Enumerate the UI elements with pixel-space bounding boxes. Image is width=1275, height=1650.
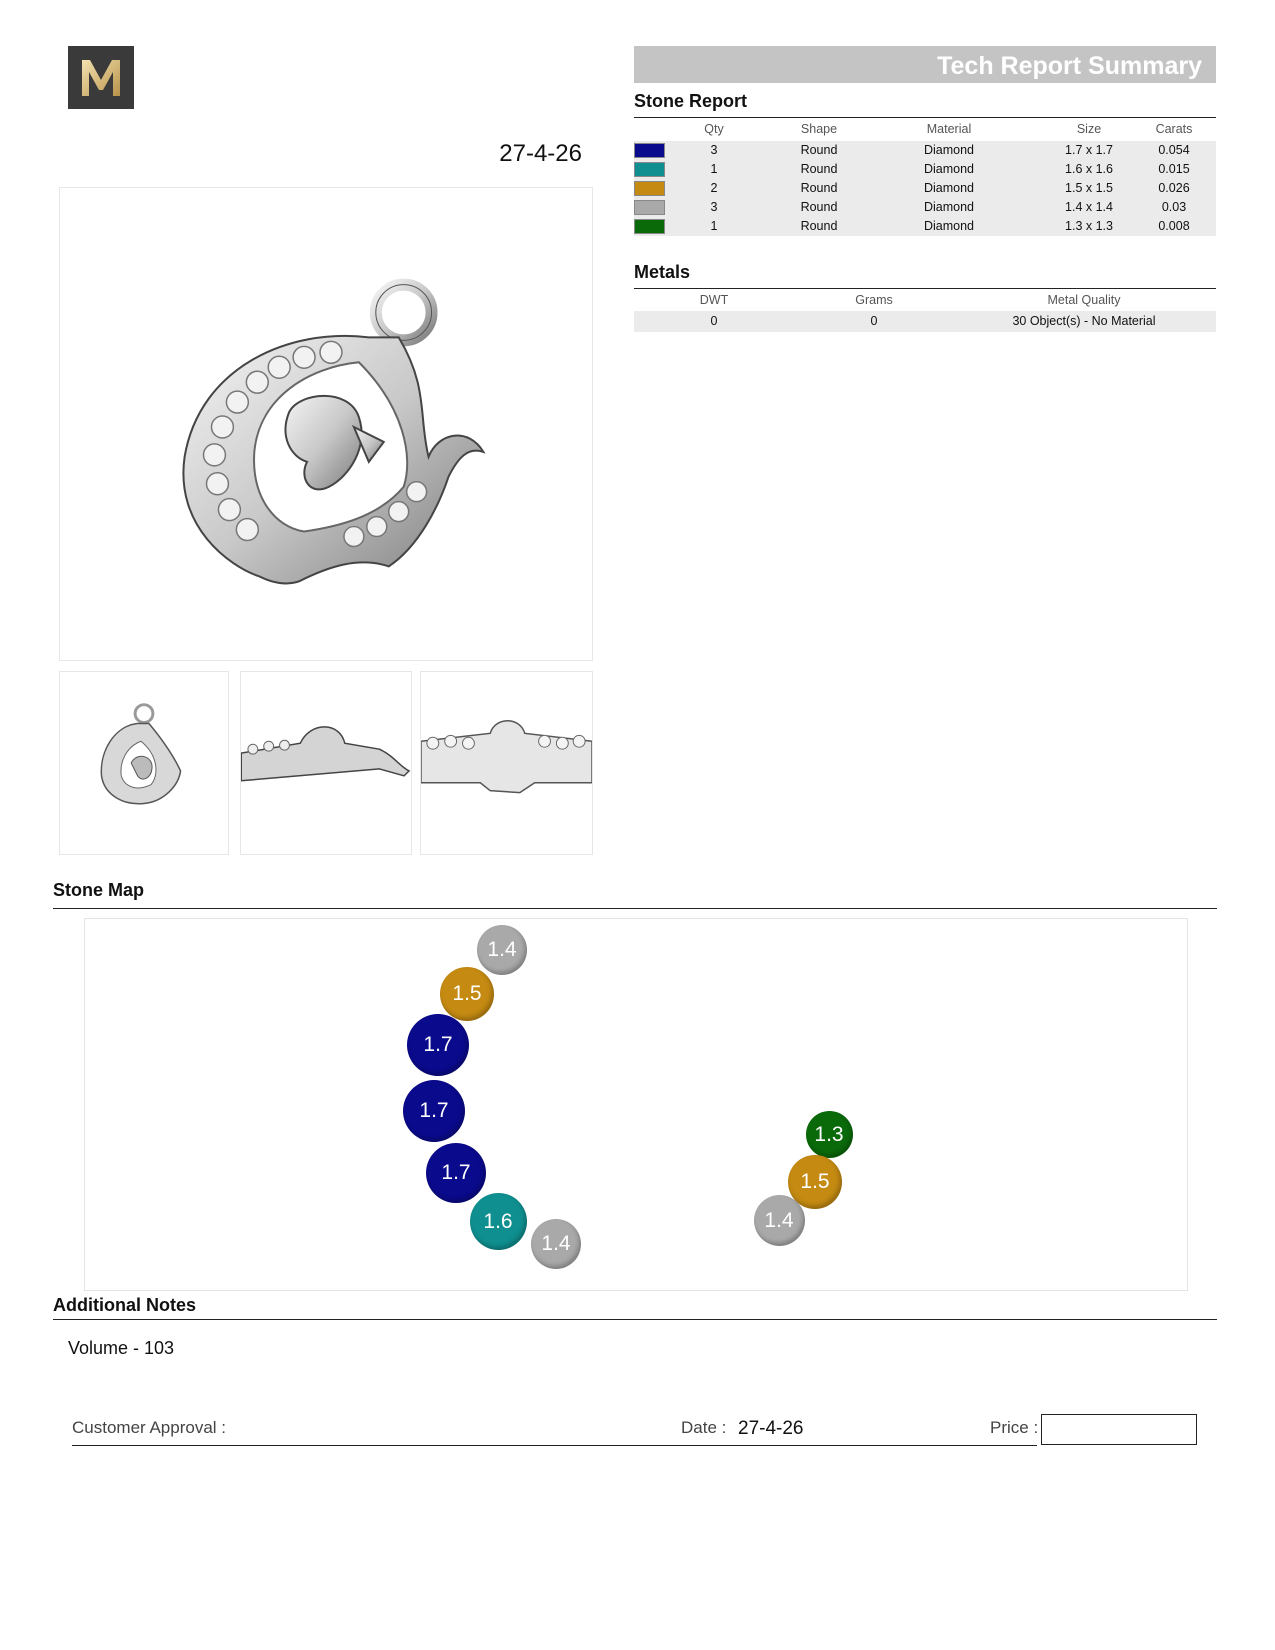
- stone-marker: 1.7: [426, 1143, 486, 1203]
- company-logo: [68, 46, 134, 109]
- stone-shape: Round: [800, 200, 838, 214]
- stone-marker: 1.4: [477, 925, 527, 975]
- price-field[interactable]: [1041, 1414, 1197, 1445]
- stone-table-row: [634, 217, 1216, 236]
- metals-title: Metals: [634, 262, 691, 282]
- stone-shape: Round: [800, 143, 838, 157]
- stone-shape: Round: [800, 181, 838, 195]
- stone-size: 1.7 x 1.7: [1065, 143, 1113, 157]
- stone-material: Diamond: [923, 143, 975, 157]
- pendant-top-icon: [421, 672, 592, 854]
- stone-qty: 3: [710, 143, 718, 157]
- stone-report-table: [634, 120, 1216, 236]
- stone-report-title: Stone Report: [634, 91, 748, 111]
- metals-dwt: 0: [710, 314, 718, 328]
- stone-color-swatch: [634, 181, 665, 196]
- stone-table-header: [634, 120, 1216, 141]
- stone-marker: 1.7: [407, 1014, 469, 1076]
- customer-approval-line: [72, 1445, 1037, 1446]
- col-metal-quality: Metal Quality: [1047, 293, 1121, 307]
- stone-map-title: Stone Map: [53, 880, 145, 900]
- stone-qty: 3: [710, 200, 718, 214]
- stone-carats: 0.008: [1158, 219, 1190, 233]
- stone-carats: 0.03: [1161, 200, 1187, 214]
- stone-color-swatch: [634, 219, 665, 234]
- report-title: Tech Report Summary: [634, 46, 1216, 83]
- col-dwt: DWT: [699, 293, 729, 307]
- approval-date-value: 27-4-26: [738, 1418, 804, 1439]
- customer-approval-label: Customer Approval :: [72, 1418, 227, 1437]
- stone-carats: 0.054: [1158, 143, 1190, 157]
- stone-map-rule: [53, 908, 1217, 909]
- stone-size: 1.5 x 1.5: [1065, 181, 1113, 195]
- metals-grams: 0: [870, 314, 878, 328]
- pendant-thumb-front: [59, 671, 229, 855]
- stone-color-swatch: [634, 200, 665, 215]
- stone-map: [84, 918, 1188, 1291]
- pendant-thumb-side: [240, 671, 412, 855]
- stone-color-swatch: [634, 143, 665, 158]
- stone-size: 1.3 x 1.3: [1065, 219, 1113, 233]
- stone-carats: 0.026: [1158, 181, 1190, 195]
- metals-rule: [634, 288, 1216, 289]
- stone-report-rule: [634, 117, 1216, 118]
- metals-table: [634, 290, 1216, 332]
- volume-note: Volume - 103: [68, 1338, 175, 1358]
- stone-material: Diamond: [923, 200, 975, 214]
- metals-row: [634, 311, 1216, 332]
- stone-marker: 1.7: [403, 1080, 465, 1142]
- stone-marker: 1.4: [754, 1195, 805, 1246]
- stone-qty: 1: [710, 162, 718, 176]
- additional-notes-title: Additional Notes: [53, 1295, 196, 1315]
- pendant-thumb-icon: [60, 672, 228, 854]
- col-qty: Qty: [704, 122, 724, 136]
- stone-table-row: [634, 179, 1216, 198]
- stone-shape: Round: [800, 219, 838, 233]
- col-material: Material: [926, 122, 972, 136]
- stone-marker: 1.4: [531, 1219, 581, 1269]
- pendant-icon: [60, 188, 592, 660]
- stone-qty: 2: [710, 181, 718, 195]
- stone-size: 1.4 x 1.4: [1065, 200, 1113, 214]
- pendant-thumb-top: [420, 671, 593, 855]
- stone-table-row: [634, 198, 1216, 217]
- col-shape: Shape: [800, 122, 838, 136]
- stone-marker: 1.5: [440, 967, 494, 1021]
- col-grams: Grams: [855, 293, 893, 307]
- stone-carats: 0.015: [1158, 162, 1190, 176]
- price-label: Price :: [990, 1418, 1039, 1437]
- pendant-render-front: [59, 187, 593, 661]
- stone-material: Diamond: [923, 181, 975, 195]
- col-size: Size: [1076, 122, 1102, 136]
- stone-table-row: [634, 141, 1216, 160]
- stone-shape: Round: [800, 162, 838, 176]
- stone-color-swatch: [634, 162, 665, 177]
- stone-marker: 1.5: [788, 1155, 842, 1209]
- m-logo-icon: [68, 46, 134, 109]
- metals-quality: 30 Object(s) - No Material: [1012, 314, 1156, 328]
- approval-date-label: Date :: [681, 1418, 727, 1437]
- stone-size: 1.6 x 1.6: [1065, 162, 1113, 176]
- col-carats: Carats: [1155, 122, 1193, 136]
- pendant-side-icon: [241, 672, 411, 854]
- metals-table-header: [634, 290, 1216, 311]
- stone-marker: 1.3: [806, 1111, 853, 1158]
- stone-material: Diamond: [923, 219, 975, 233]
- additional-notes-rule: [53, 1319, 1217, 1320]
- stone-qty: 1: [710, 219, 718, 233]
- report-date: 27-4-26: [499, 140, 582, 167]
- stone-material: Diamond: [923, 162, 975, 176]
- stone-marker: 1.6: [470, 1193, 527, 1250]
- stone-table-row: [634, 160, 1216, 179]
